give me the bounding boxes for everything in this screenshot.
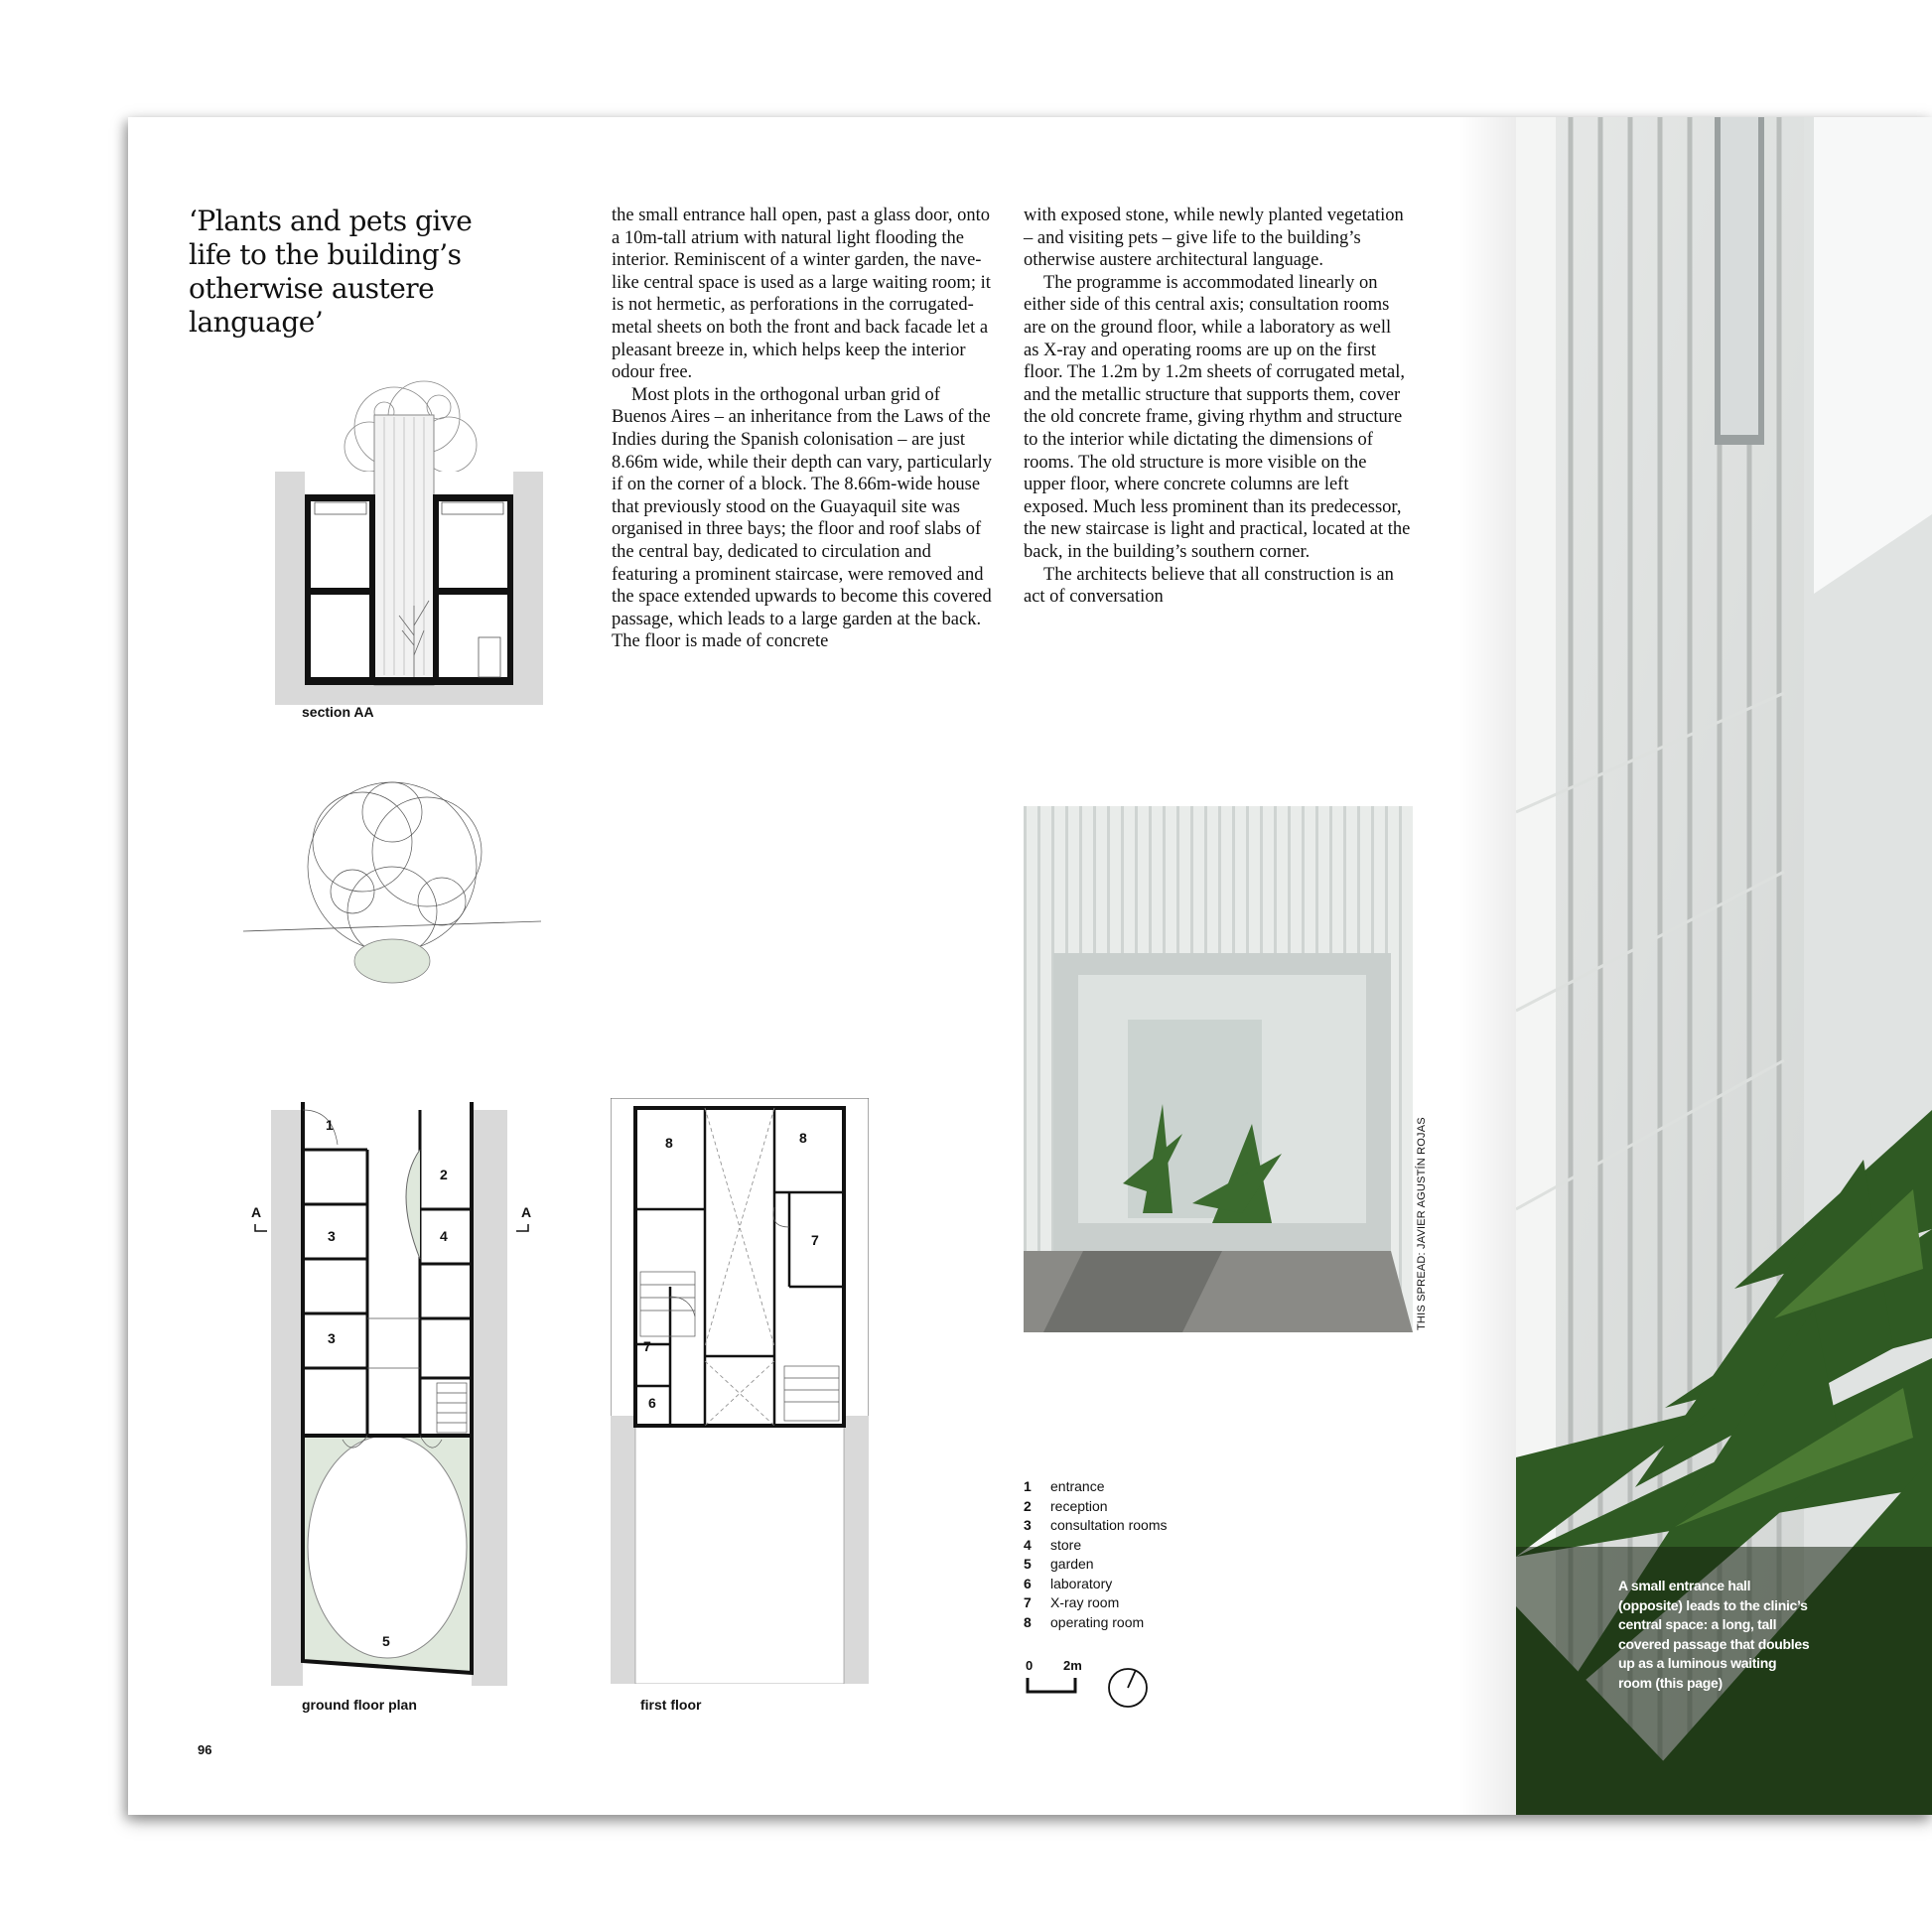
north-arrow-icon <box>1106 1666 1150 1710</box>
atrium-photo <box>1516 117 1932 1815</box>
legend-row: 5 garden <box>1024 1556 1094 1572</box>
ground-floor-plan-drawing <box>243 772 541 1686</box>
entrance-hall-photo <box>1024 806 1413 1332</box>
paragraph: The programme is accommodated linearly on either side of this central axis; consultation rooms are on the ground floor, while a laboratory as well as X-ray and operating rooms are up on the first floor. The 1.2m by 1.2m sheets of corrugated metal, and the metallic structure that supports them, cover the old concrete frame, giving rhythm and structure to the interior while dictating the dimensions of rooms. The old structure is more visible on the upper floor, where concrete columns are left exposed. Much less prominent than its predecessor, the new staircase is light and practical, located at the back, in the building’s southern corner. <box>1024 272 1411 562</box>
room-number: 7 <box>643 1338 651 1354</box>
room-number: 6 <box>648 1395 656 1411</box>
room-legend <box>1024 1477 1168 1632</box>
legend-row: 2 reception <box>1024 1497 1108 1514</box>
photo-credit: THIS SPREAD: JAVIER AGUSTÍN ROJAS <box>1416 1117 1428 1330</box>
room-number: 2 <box>440 1167 448 1182</box>
body-column-1 <box>612 205 999 653</box>
left-page <box>128 117 1516 1815</box>
legend-row: 8 operating room <box>1024 1613 1145 1630</box>
first-floor-plan-drawing <box>611 1098 869 1684</box>
paragraph: the small entrance hall open, past a glass door, onto a 10m-tall atrium with natural light flooding the interior. Reminiscent of a winter garden, the nave-like central space is used as a large waiting room; it is not hermetic, as perforations in the corrugated-metal sheets on both the front and back facade let a pleasant breeze in, which helps keep the interior odour free. <box>612 206 991 383</box>
room-number: 4 <box>440 1228 448 1244</box>
room-number: 8 <box>799 1130 807 1146</box>
page-number: 96 <box>198 1742 212 1757</box>
paragraph: The architects believe that all construction is an act of conversation <box>1024 564 1394 608</box>
room-number: 8 <box>665 1135 673 1151</box>
body-column-2 <box>1024 205 1411 609</box>
ground-floor-plan-label: ground floor plan <box>302 1697 417 1713</box>
legend-row: 1 entrance <box>1024 1478 1105 1494</box>
room-number: 3 <box>328 1228 336 1244</box>
section-marker: A <box>521 1204 532 1220</box>
scale-two: 2m <box>1063 1658 1082 1673</box>
paragraph: Most plots in the orthogonal urban grid of Buenos Aires – an inheritance from the Laws of the Indies during the Spanish colonisation – are just 8.66m wide, while their depth can vary, particularly if on the corner of a block. The 8.66m-wide house that previously stood on the Guayaquil site was organised in three bays; the floor and roof slabs of the central bay, dedicated to circulation and featuring a prominent staircase, were removed and the space extended upwards to become this covered passage, which leads to a large garden at the back. The floor is made of concrete <box>612 384 993 652</box>
room-number: 1 <box>326 1117 334 1133</box>
scale-zero: 0 <box>1026 1658 1034 1673</box>
room-number: 5 <box>382 1633 390 1649</box>
gutter-shadow <box>1458 117 1518 1815</box>
legend-row: 7 X-ray room <box>1024 1594 1120 1610</box>
room-number: 7 <box>811 1232 819 1248</box>
section-aa-drawing <box>275 377 543 705</box>
paragraph: with exposed stone, while newly planted vegetation – and visiting pets – give life to the building’s otherwise austere architectural language. <box>1024 206 1404 271</box>
magazine-spread <box>128 117 1932 1815</box>
section-marker: A <box>251 1204 262 1220</box>
photo-caption: A small entrance hall (opposite) leads to the clinic’s central space: a long, tall covered passage that doubles up as a luminous waiting room (this page) <box>1618 1578 1810 1691</box>
room-number: 3 <box>328 1330 336 1346</box>
section-aa-label: section AA <box>302 704 374 720</box>
tree-canopy-illustration <box>308 782 482 956</box>
legend-row: 6 laboratory <box>1024 1575 1113 1591</box>
legend-row: 4 store <box>1024 1536 1082 1553</box>
pull-quote: ‘Plants and pets give life to the building’s otherwise austere language’ <box>189 205 473 339</box>
legend-row: 3 consultation rooms <box>1024 1517 1168 1533</box>
first-floor-label: first floor <box>640 1697 702 1713</box>
